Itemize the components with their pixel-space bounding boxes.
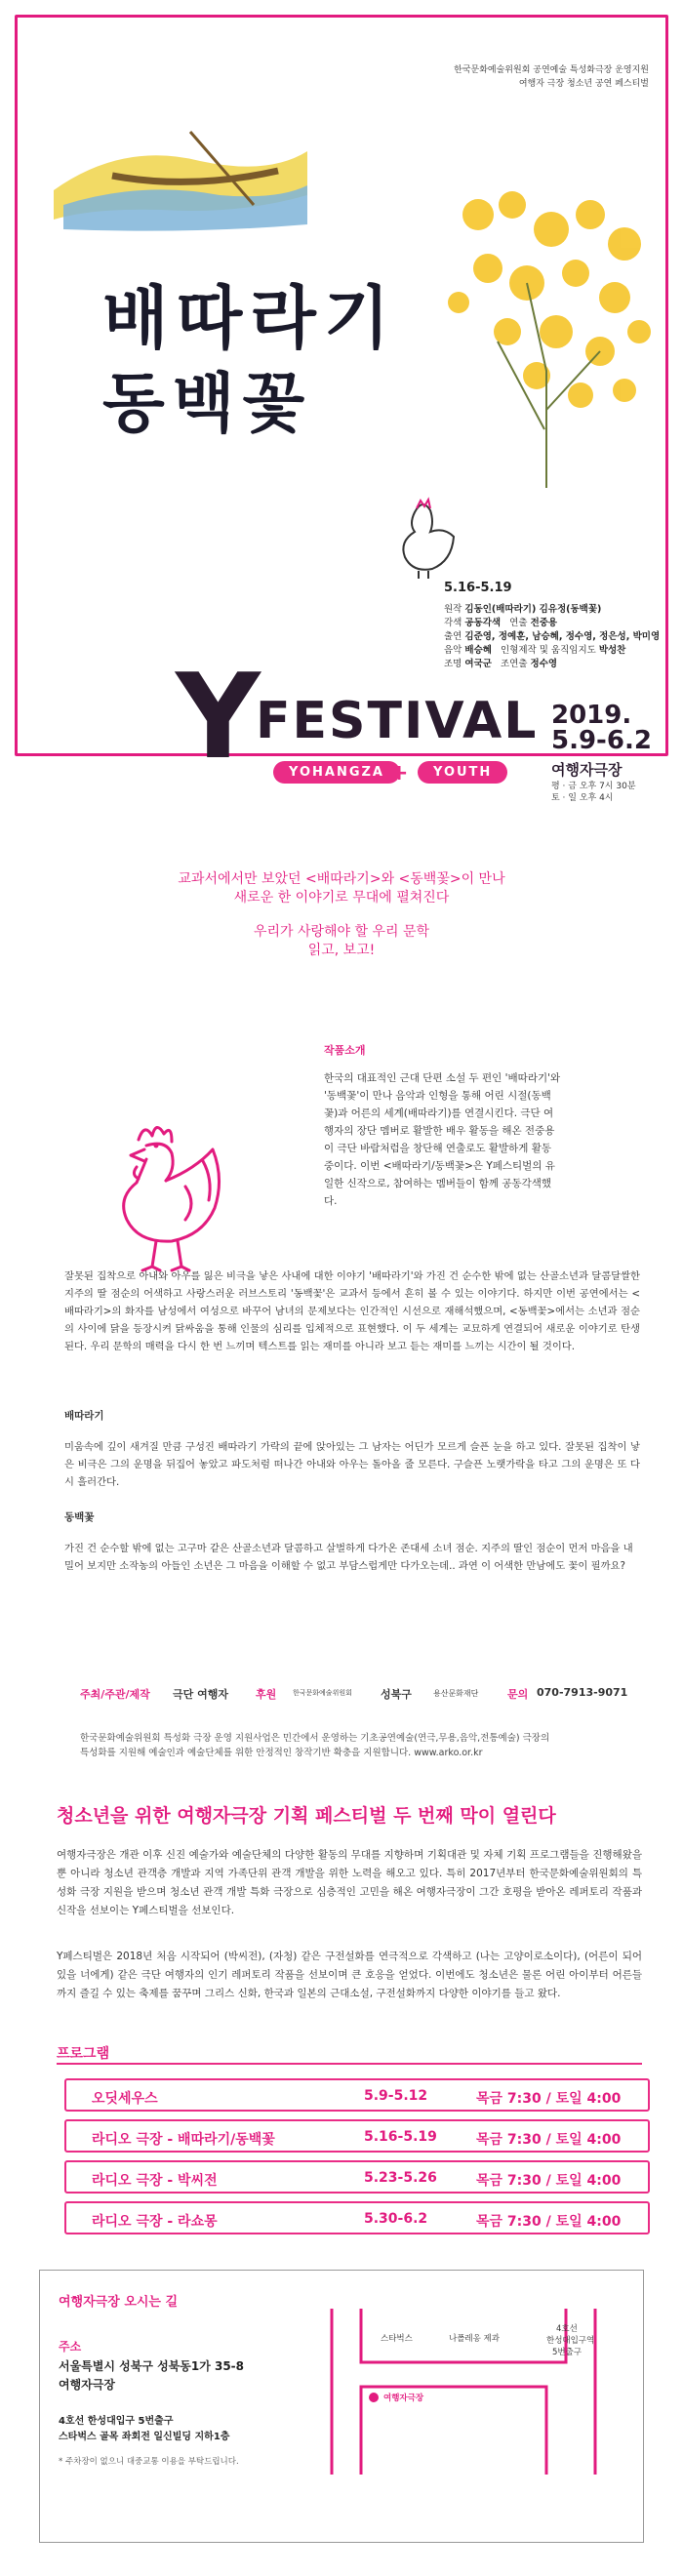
intro-line-1: 교과서에서만 보았던 <배따라기>와 <동백꽃>이 만나 xyxy=(178,871,505,887)
intro-line-3: 우리가 사랑해야 할 우리 문학 xyxy=(253,924,430,940)
program-divider xyxy=(57,2063,642,2065)
camellia-flowers xyxy=(420,176,663,498)
program-row: 라디오 극장 - 배따라기/동백꽃 5.16-5.19 목금 7:30 / 토일 4:00 xyxy=(64,2119,650,2153)
map-station-name: 한성대입구역 xyxy=(546,2336,595,2346)
map-starbucks: 스타벅스 xyxy=(381,2334,413,2344)
pill-youth: YOUTH xyxy=(418,761,507,784)
about-label: 작품소개 xyxy=(324,1044,366,1057)
host-label-1: 주최/주관/제작 xyxy=(80,1688,150,1701)
about-sub1-text: 미움속에 깊이 새겨질 만큼 구성진 배따라기 가락의 끝에 앉아있는 그 남자는 어딘가 모르게 슬픈 눈을 하고 있다. 잘못된 집착이 낳은 비극은 그의 운명을 뒤집어 놓았고 파도처럼 떠나간 아내와 아우는 돌아올 줄 모른다. 구슬픈 노랫가락을 타고 그의 운명은 또 다시 흘러간다. xyxy=(64,1441,640,1488)
intro-block xyxy=(0,870,683,960)
festival-heading: 청소년을 위한 여행자극장 기획 페스티벌 두 번째 막이 열린다 xyxy=(57,1805,556,1827)
poster xyxy=(0,0,683,803)
host-producer: 극단 여행자 xyxy=(173,1688,228,1701)
about-sub1: 배따라기 xyxy=(64,1410,104,1422)
title-line-2: 동백꽃 xyxy=(102,366,313,441)
host-phone[interactable]: 070-7913-9071 xyxy=(537,1686,628,1699)
host-fine: 한국문화예술위원회 특성화 극장 운영 지원사업은 민간에서 운영하는 기초공연예술(연극,무용,음악,전통예술) 극장의 특성화를 지원해 예술인과 예술단체를 위한 안정적인 창작기반 확충을 지원합니다. www.arko.or.kr xyxy=(80,1733,550,1758)
transit-info: 4호선 한성대입구 5번출구 스타벅스 골목 좌회전 일신빌딩 지하1층 xyxy=(59,2416,230,2442)
host-row xyxy=(80,1686,626,1706)
address: 서울특별시 성북구 성북동1가 35-8 여행자극장 xyxy=(59,2359,245,2392)
program-row: 라디오 극장 - 라쇼몽 5.30-6.2 목금 7:30 / 토일 4:00 xyxy=(64,2201,650,2234)
festival-y: Y xyxy=(176,650,261,785)
program-row: 라디오 극장 - 박씨전 5.23-5.26 목금 7:30 / 토일 4:00 xyxy=(64,2160,650,2194)
title-line-1: 배따라기 xyxy=(102,278,398,358)
festival-para-1: 여행자극장은 개관 이후 신진 예술가와 예술단체의 다양한 활동의 무대를 지향하며 기획대관 및 자체 기획 프로그램들을 진행해왔을 뿐 아니라 청소년 관객층 개발과 지역 가족단위 관객 개발을 위한 노력을 해오고 있다. 특히 2017년부터 한국문화예술위원회의 특성화 극장 지원을 받으며 청소년 관객 개발 특화 극장으로 심층적인 고민을 해온 여행자극장이 그간 호평을 받아온 레퍼토리 작품과 신작을 선보이는 Y페스티벌을 선보인다. xyxy=(57,1849,642,1916)
fest-times-1: 평 · 금 오후 7시 30분 xyxy=(551,782,636,791)
org-line-1: 한국문화예술위원회 공연예술 특성화극장 운영지원 xyxy=(454,65,649,75)
parking-note: * 주차장이 없으니 대중교통 이용을 부탁드립니다. xyxy=(59,2457,239,2467)
rooster-illustration xyxy=(88,1110,234,1276)
fest-year: 2019. xyxy=(551,701,632,730)
map-bakery: 나폴레옹 제과 xyxy=(449,2334,500,2344)
intro-line-2: 새로운 한 이야기로 무대에 펼쳐진다 xyxy=(233,890,450,906)
fest-times-2: 토 · 일 오후 4시 xyxy=(551,793,614,803)
sponsor-arko: 한국문화예술위원회 xyxy=(293,1689,352,1697)
sponsor-seongbuk: 성북구 xyxy=(381,1688,412,1701)
host-label-2: 후원 xyxy=(256,1688,277,1701)
pill-plus: + xyxy=(390,761,409,785)
fest-range: 5.9-6.2 xyxy=(551,726,652,755)
fest-venue: 여행자극장 xyxy=(551,761,623,779)
directions-heading: 여행자극장 오시는 길 xyxy=(59,2295,179,2310)
credits: 원작 김동인(배따라기) 김유정(동백꽃) 각색 공동각색 연출 전중용 출연 김준영, 정예훈, 남승혜, 정수영, 정은성, 박미영 음악 배승혜 인형제작 및 움직임지도 박성찬 조명 여국군 조연출 정수영 xyxy=(444,604,661,669)
pill-yohangza: YOHANGZA xyxy=(273,761,400,784)
run-dates: 5.16-5.19 xyxy=(444,581,512,595)
festival-para-2: Y페스티벌은 2018년 처음 시작되어 (박씨전), (자청) 같은 구전설화를 연극적으로 각색하고 (나는 고양이로소이다), (어른이 되어 있을 너에게) 같은 극단 여행자의 인기 레퍼토리 작품을 선보이며 큰 호응을 얻었다. 이번에도 청소년은 물론 어린 아이부터 어른들까지 즐길 수 있는 축제를 꿈꾸며 그리스 신화, 한국과 일본의 근대소설, 구전설화까지 다양한 이야기를 들고 왔다. xyxy=(57,1951,642,1999)
sponsor-yongsan: 용산문화재단 xyxy=(433,1689,479,1698)
about-main-text: 잘못된 집착으로 아내와 아우를 잃은 비극을 낳은 사내에 대한 이야기 '배따라기'와 가진 건 순수한 밖에 없는 산골소년과 달콤달쌀한 지주의 딸 점순의 어색하고 사랑스러운 러브스토리 '동백꽃'은 교과서 등에서 흔히 볼 수 있는 이야기다. 하지만 이번 공연에서는 <배따라기>의 화자를 남성에서 여성으로 바꾸어 남녀의 문제보다는 인간적인 시선으로 재해석했으며, <동백꽃>에서는 소년과 점순의 사이에 닭을 등장시켜 닭싸움을 통해 인물의 심리를 입체적으로 표현했다. 이 두 세계는 교묘하게 연결되어 새로운 이야기로 탄생된다. 우리 문학의 매력을 다시 한 번 느끼며 텍스트를 읽는 재미를 아니라 보고 듣는 재미를 느끼는 시간이 될 것이다. xyxy=(64,1270,640,1352)
program-heading: 프로그램 xyxy=(57,2046,110,2062)
map-exit: 5번출구 xyxy=(552,2348,583,2357)
host-label-3: 문의 xyxy=(507,1688,529,1701)
festival-word: FESTIVAL xyxy=(256,692,539,750)
address-label: 주소 xyxy=(59,2340,82,2354)
festival-pills xyxy=(273,761,529,790)
map-station: 4호선 xyxy=(556,2324,578,2334)
about-sub2: 동백꽃 xyxy=(64,1511,95,1523)
rooster-small xyxy=(385,493,463,581)
org-line-2: 여행자 극장 청소년 공연 페스티벌 xyxy=(518,79,649,89)
map-theater: 여행자극장 xyxy=(383,2394,424,2403)
intro-line-4: 읽고, 보고! xyxy=(307,943,376,958)
about-side-text: 한국의 대표적인 근대 단편 소설 두 편인 '배따라기'와 '동백꽃'이 만나 음악과 인형을 통해 어린 시절(동백꽃)과 어른의 세계(배따라기)를 연결시킨다. 극단 여행자의 장단 멤버로 활발한 배우 활동을 해온 전중용이 극단 바람처럼을 창단해 연출로도 활발하게 활동 중이다. 이번 <배따라기/동백꽃>은 Y페스티벌의 유일한 신작으로, 참여하는 멤버들이 함께 공동각색했다. xyxy=(324,1072,561,1207)
boat-painting xyxy=(44,122,317,239)
program-row: 오딧세우스 5.9-5.12 목금 7:30 / 토일 4:00 xyxy=(64,2078,650,2112)
map-pin xyxy=(369,2393,379,2402)
about-sub2-text: 가진 건 순수할 밖에 없는 고구마 같은 산골소년과 달콤하고 살벌하게 다가온 존대세 소녀 점순. 지주의 딸인 점순이 먼저 마음을 내밀어 보지만 소작농의 아들인 소년은 그 마음을 이해할 수 없고 부담스럽게만 다가오는데.. 과연 이 어색한 만남에도 꽃이 필까요? xyxy=(64,1543,633,1572)
